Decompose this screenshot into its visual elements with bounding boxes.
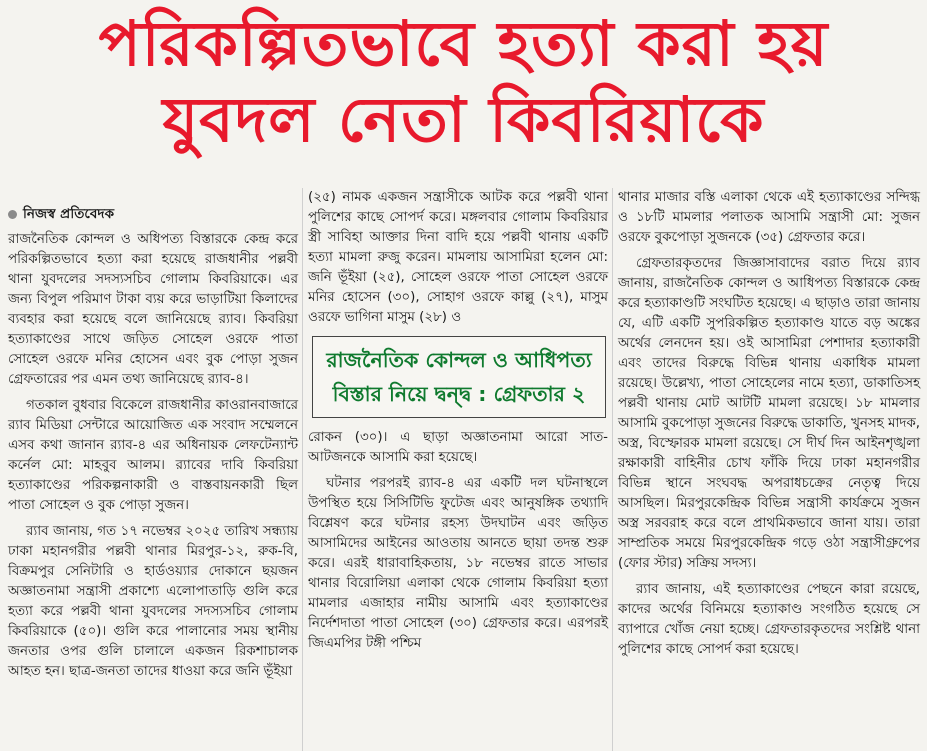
byline [8, 204, 298, 224]
paragraph: ঘটনার পরপরই র‍্যাব-৪ এর একটি দল ঘটনাস্থলে উপস্থিত হয়ে সিসিটিভি ফুটেজ এবং আনুষঙ্গিক তথ্যাদি বিশ্লেষণ করে ঘটনার রহস্য উদঘাটন এবং জড়িত আসামিদের আইনের আওতায় আনতে ছায়া তদন্ত শুরু করে। এরই ধারাবাহিকতায়, ১৮ নভেম্বর রাতে সাভার থানার বিরোলিয়া এলাকা থেকে গোলাম কিবরিয়া হত্যা মামলার এজাহার নামীয় আসামি এবং হত্যাকাণ্ডের নির্দেশদাতা পাতা সোহেল (৩০) গ্রেফতার করে। এরপরই জিএমপির টঙ্গী পশ্চিম [308, 476, 608, 651]
column-divider [302, 188, 303, 751]
paragraph: রোকন (৩০)। এ ছাড়া অজ্ঞাতনামা আরো সাত-আটজনকে আসামি করা হয়েছে। [308, 430, 608, 465]
paragraph: রাজনৈতিক কোন্দল ও অধিপত্য বিস্তারকে কেন্দ্র করে পরিকল্পিতভাবে হত্যা করা হয়েছে রাজধানীর পল্লবী থানা যুবদলের সদস্যসচিব গোলাম কিবরিয়াকে। এর জন্য বিপুল পরিমাণ টাকা ব্যয় করে ভাড়াটিয়া কিলাদের ব্যবহার করা হয়েছে বলে জানিয়েছে র‍্যাব। কিবরিয়া হত্যাকাণ্ডের সাথে জড়িত সোহেল ওরফে পাতা সোহেল ওরফে মনির হোসেন এবং বুক পোড়া সুজন গ্রেফতারের পর এমন তথ্য জানিয়েছে র‍্যাব-৪। [8, 232, 298, 387]
paragraph: থানার মাজার বস্তি এলাকা থেকে এই হত্যাকাণ্ডের সন্দিগ্ধ ও ১৮টি মামলার পলাতক আসামি সন্ত্রাসী মো: সুজন ওরফে বুকপোড়া সুজনকে (৩৫) গ্রেফতার করে। [618, 190, 920, 245]
paragraph: গ্রেফতারকৃতদের জিজ্ঞাসাবাদের বরাত দিয়ে র‍্যাব জানায়, রাজনৈতিক কোন্দল ও আধিপত্য বিস্তারকে কেন্দ্র করে হত্যাকাণ্ডটি সংঘটিত হয়েছে। এ ছাড়াও তারা জানায় যে, এটি একটি সুপরিকল্পিত হত্যাকাণ্ড যাতে বড় অঙ্কের অর্থের লেনদেন হয়। ওই আসামিরা পেশাদার হত্যাকারী এবং তাদের বিরুদ্ধে বিভিন্ন থানায় একাধিক মামলা রয়েছে। উল্লেখ্য, পাতা সোহেলের নামে হত্যা, ডাকাতিসহ পল্লবী থানায় মোট আটটি মামলা রয়েছে। ১৮ মামলার আসামি বুকপোড়া সুজনের বিরুদ্ধে ডাকাতি, খুনসহ মাদক, অস্ত্র, বিস্ফোরক মামলা রয়েছে। সে দীর্ঘ দিন আইনশৃঙ্খলা রক্ষাকারী বাহিনীর চোখ ফাঁকি দিয়ে ঢাকা মহানগরীর বিভিন্ন স্থানে সংঘবদ্ধ অপরাধচক্রের নেতৃত্ব দিয়ে আসছিল। মিরপুরকেন্দ্রিক বিভিন্ন সন্ত্রাসী কার্যক্রমে সুজন অস্ত্র সরবরাহ করে বলে প্রাথমিকভাবে জানা যায়। তারা সাম্প্রতিক সময়ে মিরপুরকেন্দ্রিক গড়ে ওঠা সন্ত্রাসীগ্রুপের (ফোর স্টার) সক্রিয় সদস্য। [618, 256, 920, 571]
paragraph: গতকাল বুধবার বিকেলে রাজধানীর কাওরানবাজারে র‍্যাব মিডিয়া সেন্টারে আয়োজিত এক সংবাদ সম্মেলনে এসব কথা জানান র‍্যাব-৪ এর অধিনায়ক লেফটেন্যান্ট কর্নেল মো: মাহবুব আলম। র‍্যাবের দাবি কিবরিয়া হত্যাকাণ্ডের পরিকল্পনাকারী ও বাস্তবায়নকারী ছিল পাতা সোহেল ও বুক পোড়া সুজন। [8, 398, 298, 513]
bullet-icon [8, 210, 17, 219]
headline-line-2: যুবদল নেতা কিবরিয়াকে [162, 83, 765, 156]
paragraph: র‍্যাব জানায়, এই হত্যাকাণ্ডের পেছনে কারা রয়েছে, কাদের অর্থের বিনিময়ে হত্যাকাণ্ড সংগঠিত হয়েছে সে ব্যাপারে খোঁজ নেয়া হচ্ছে। গ্রেফতারকৃতদের সংশ্লিষ্ট থানা পুলিশের কাছে সোপর্দ করা হয়েছে। [618, 582, 920, 657]
article-column-1 [8, 200, 298, 751]
headline-line-1: পরিকল্পিতভাবে হত্যা করা হয় [98, 7, 829, 80]
paragraph: (২৫) নামক একজন সন্ত্রাসীকে আটক করে পল্লবী থানা পুলিশের কাছে সোপর্দ করে। মঙ্গলবার গোলাম কিবরিয়ার স্ত্রী সাবিহা আক্তার দিনা বাদি হয়ে পল্লবী থানায় একটি হত্যা মামলা রুজু করেন। মামলায় আসামিরা হলেন মো: জনি ভূঁইয়া (২৫), সোহেল ওরফে পাতা সোহেল ওরফে মনির হোসেন (৩০), সোহাগ ওরফে কাল্লু (২৭), মাসুম ওরফে ভাগিনা মাসুম (২৮) ও [308, 190, 608, 325]
article-column-3 [618, 188, 920, 751]
pull-quote: রাজনৈতিক কোন্দল ও আধিপত্য বিস্তার নিয়ে দ্বন্দ্ব : গ্রেফতার ২ [312, 336, 606, 418]
headline [0, 6, 927, 158]
paragraph: র‍্যাব জানায়, গত ১৭ নভেম্বর ২০২৫ তারিখ সন্ধ্যায় ঢাকা মহানগরীর পল্লবী থানার মিরপুর-১২, রুক-বি, বিক্রমপুর সেনিটারি ও হার্ডওয়্যার দোকানে ছয়জন অজ্ঞাতনামা সন্ত্রাসী প্রকাশ্যে এলোপাতাড়ি গুলি করে হত্যা করে পল্লবী থানা যুবদলের সদস্যসচিব গোলাম কিবরিয়াকে (৫০)। গুলি করে পালানোর সময় স্থানীয় জনতার ওপর গুলি চালালে একজন রিকশাচালক আহত হন। ছাত্র-জনতা তাদের ধাওয়া করে জনি ভূঁইয়া [8, 524, 298, 679]
column-divider [612, 188, 613, 751]
article-column-2 [308, 188, 608, 751]
byline-text: নিজস্ব প্রতিবেদক [23, 206, 115, 222]
